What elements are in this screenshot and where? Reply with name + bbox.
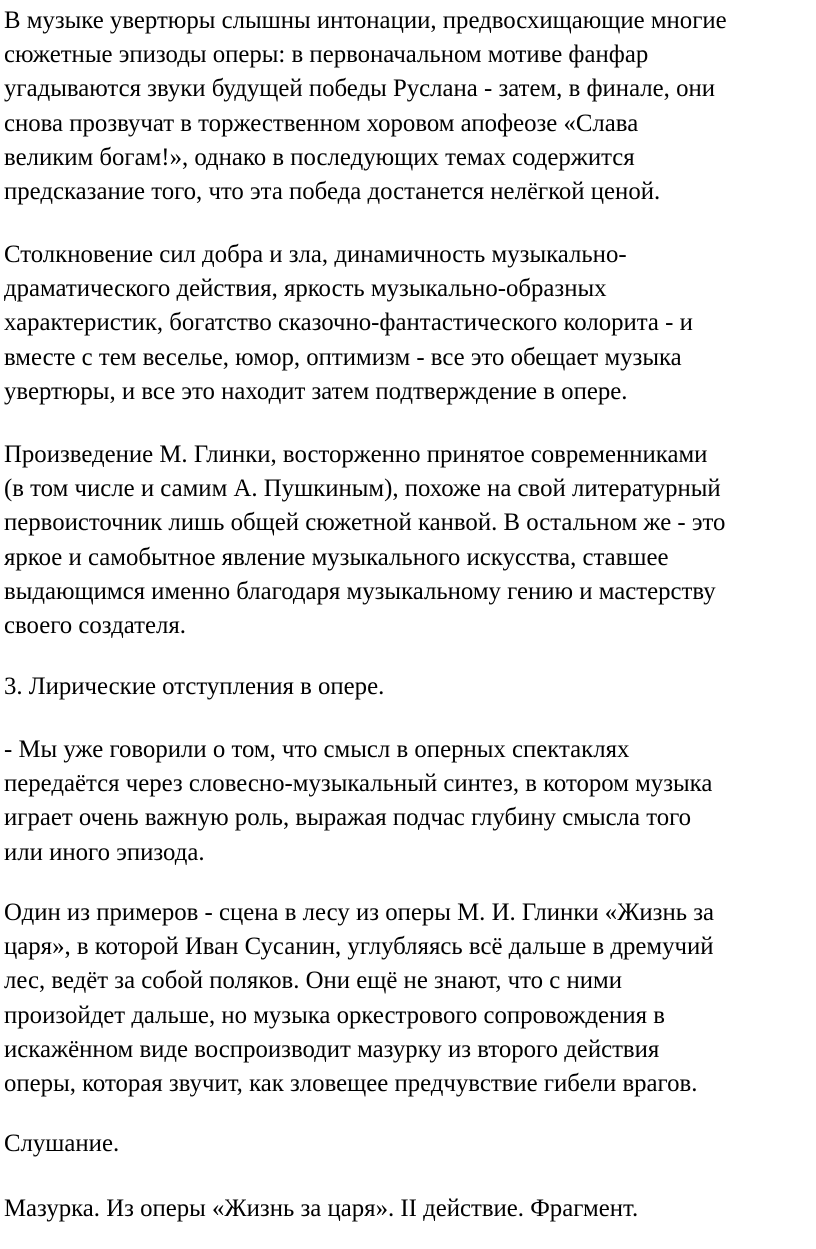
text-line: первоисточник лишь общей сюжетной канвой. В остальном же - это <box>4 509 726 537</box>
section-heading-lyrical-digressions <box>4 670 816 704</box>
text-line: выдающимся именно благодаря музыкальному гению и мастерству <box>4 577 716 605</box>
text-line: оперы, которая звучит, как зловещее предчувствие гибели врагов. <box>4 1070 698 1098</box>
text-line: яркое и самобытное явление музыкального искусства, ставшее <box>4 543 669 571</box>
text-line: Произведение М. Глинки, восторженно принятое современниками <box>4 441 708 468</box>
text-line: великим богам!», однако в последующих темах содержится <box>4 143 635 171</box>
text-line: лес, ведёт за собой поляков. Они ещё не знают, что с ними <box>4 967 622 995</box>
paragraph-verbal-musical-synthesis <box>4 733 816 870</box>
text-line: 3. Лирические отступления в опере. <box>4 673 385 700</box>
text-line: Столкновение сил добра и зла, динамичность музыкально- <box>4 241 627 268</box>
paragraph-forest-scene-example <box>4 896 816 1101</box>
text-line: Мазурка. Из оперы «Жизнь за царя». II действие. Фрагмент. <box>4 1195 639 1222</box>
text-line: (в том числе и самим А. Пушкиным), похоже на свой литературный <box>4 475 721 503</box>
text-line: снова прозвучат в торжественном хоровом апофеозе «Слава <box>4 109 639 137</box>
text-line: - Мы уже говорили о том, что смысл в оперных спектаклях <box>4 736 630 763</box>
text-line: царя», в которой Иван Сусанин, углубляясь всё дальше в дремучий <box>4 933 714 961</box>
text-line: Слушание. <box>4 1130 120 1157</box>
text-line: произойдет дальше, но музыка оркестрового сопровождения в <box>4 1001 665 1029</box>
text-line: или иного эпизода. <box>4 838 205 866</box>
text-line: искажённом виде воспроизводит мазурку из второго действия <box>4 1035 660 1063</box>
paragraph-glinka-work <box>4 438 816 643</box>
text-line: В музыке увертюры слышны интонации, предвосхищающие многие <box>4 7 727 34</box>
paragraph-good-and-evil <box>4 238 816 409</box>
text-line: Один из примеров - сцена в лесу из оперы М. И. Глинки «Жизнь за <box>4 899 715 926</box>
text-line: своего создателя. <box>4 612 186 640</box>
paragraph-mazurka-reference <box>4 1192 816 1226</box>
text-line: драматического действия, яркость музыкально-образных <box>4 275 607 303</box>
text-line: предсказание того, что эта победа достанется нелёгкой ценой. <box>4 178 661 206</box>
text-line: увертюры, и все это находит затем подтверждение в опере. <box>4 377 628 405</box>
paragraph-overture-intonations <box>4 4 816 209</box>
text-line: передаётся через словесно-музыкальный синтез, в котором музыка <box>4 770 713 798</box>
text-line: играет очень важную роль, выражая подчас глубину смысла того <box>4 804 692 832</box>
text-line: характеристик, богатство сказочно-фантастического колорита - и <box>4 309 693 337</box>
text-line: вместе с тем веселье, юмор, оптимизм - все это обещает музыка <box>4 343 682 371</box>
paragraph-listening-label <box>4 1127 816 1161</box>
text-line: угадываются звуки будущей победы Руслана - затем, в финале, они <box>4 75 716 103</box>
text-line: сюжетные эпизоды оперы: в первоначальном мотиве фанфар <box>4 41 649 69</box>
